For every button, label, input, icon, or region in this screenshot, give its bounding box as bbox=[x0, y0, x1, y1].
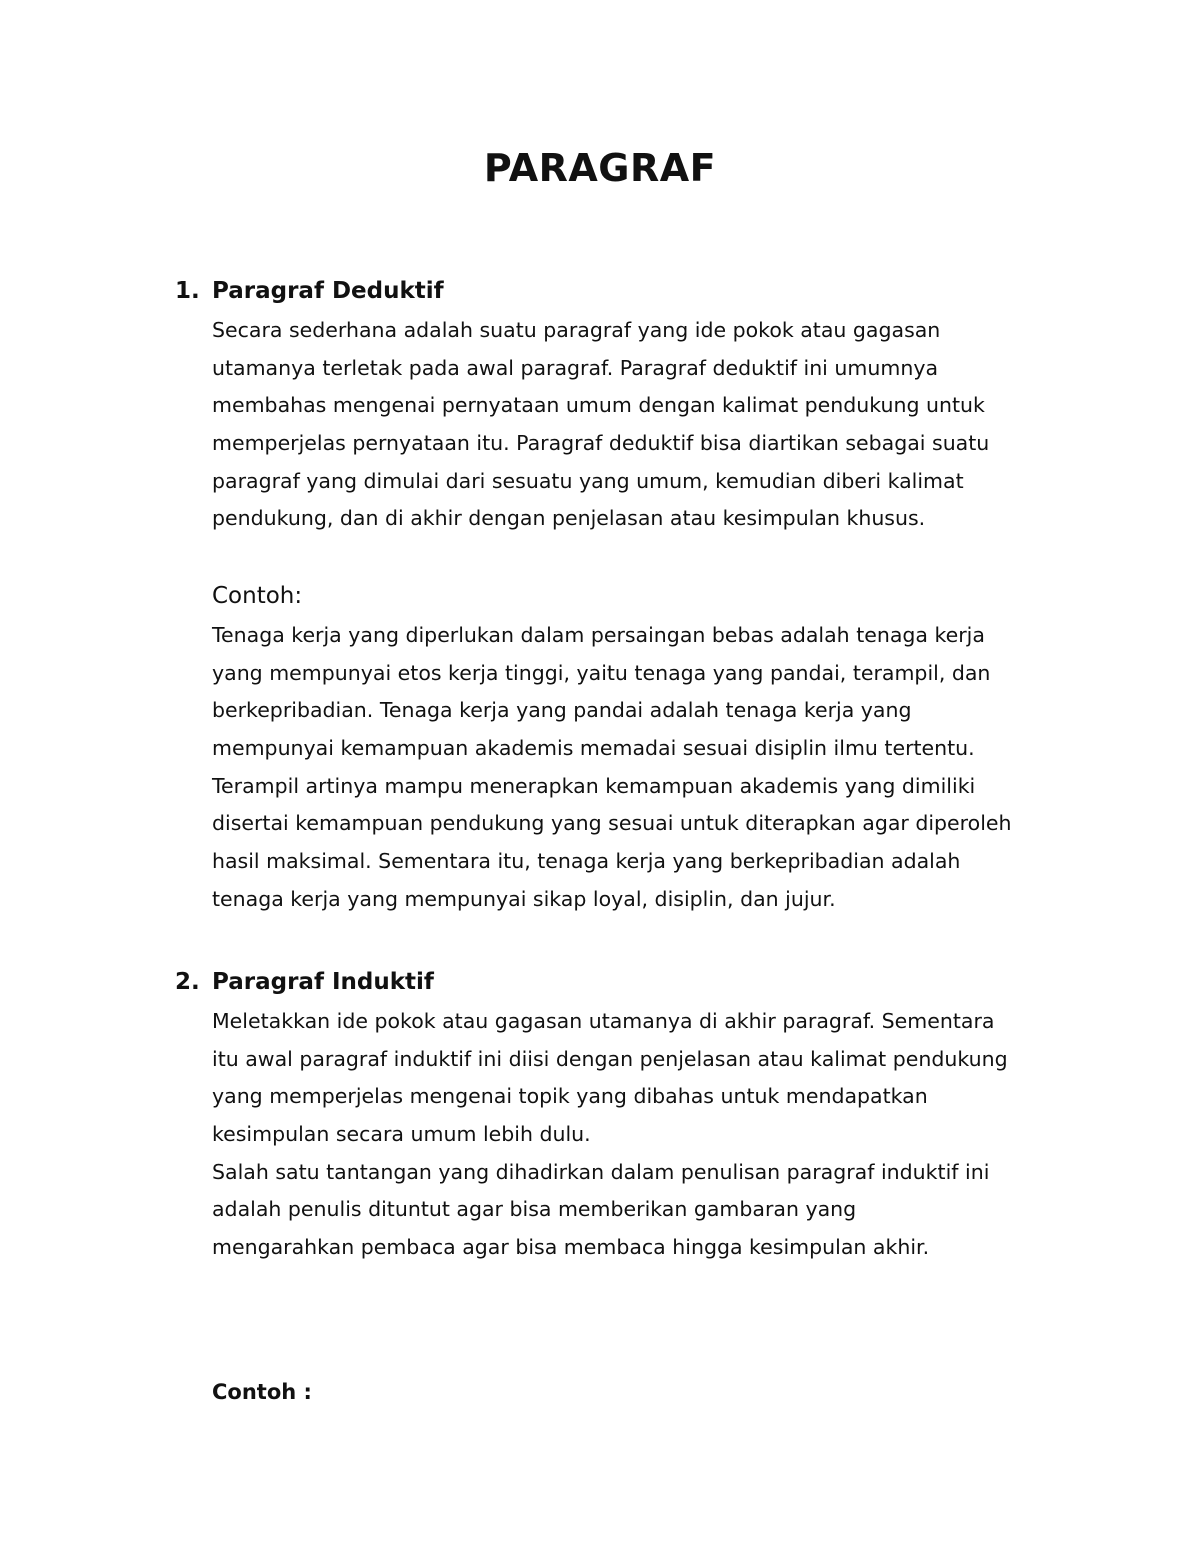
section-number: 2. bbox=[175, 969, 200, 995]
example-line: yang mempunyai etos kerja tinggi, yaitu tenaga yang pandai, terampil, dan bbox=[212, 660, 991, 685]
body-line: memperjelas pernyataan itu. Paragraf deduktif bisa diartikan sebagai suatu bbox=[212, 431, 990, 456]
example-label: Contoh : bbox=[212, 1380, 312, 1404]
example-label: Contoh: bbox=[212, 583, 303, 609]
body-line: Secara sederhana adalah suatu paragraf yang ide pokok atau gagasan bbox=[212, 318, 941, 342]
page-title: PARAGRAF bbox=[483, 146, 717, 190]
section-number: 1. bbox=[175, 278, 200, 304]
body-line: itu awal paragraf induktif ini diisi dengan penjelasan atau kalimat pendukung bbox=[212, 1046, 1008, 1071]
example-line: hasil maksimal. Sementara itu, tenaga kerja yang berkepribadian adalah bbox=[212, 849, 961, 874]
section-body-induktif bbox=[212, 1003, 1092, 1267]
example-line: berkepribadian. Tenaga kerja yang pandai adalah tenaga kerja yang bbox=[212, 698, 912, 723]
body-line: utamanya terletak pada awal paragraf. Paragraf deduktif ini umumnya bbox=[212, 355, 939, 380]
body-line: paragraf yang dimulai dari sesuatu yang umum, kemudian diberi kalimat bbox=[212, 468, 964, 493]
example-line: Terampil artinya mampu menerapkan kemampuan akademis yang dimiliki bbox=[212, 773, 976, 798]
body-line: Meletakkan ide pokok atau gagasan utamanya di akhir paragraf. Sementara bbox=[212, 1009, 995, 1033]
section-title: Paragraf Induktif bbox=[212, 969, 434, 995]
example-line: Tenaga kerja yang diperlukan dalam persaingan bebas adalah tenaga kerja bbox=[212, 623, 985, 647]
example-line: disertai kemampuan pendukung yang sesuai untuk diterapkan agar diperoleh bbox=[212, 811, 1012, 836]
body-line: membahas mengenai pernyataan umum dengan kalimat pendukung untuk bbox=[212, 393, 985, 418]
section-body-deduktif bbox=[212, 312, 1092, 538]
body-line: adalah penulis dituntut agar bisa memberikan gambaran yang bbox=[212, 1197, 857, 1222]
example-line: tenaga kerja yang mempunyai sikap loyal, disiplin, dan jujur. bbox=[212, 886, 836, 911]
body-line: yang memperjelas mengenai topik yang dibahas untuk mendapatkan bbox=[212, 1084, 928, 1109]
body-line: kesimpulan secara umum lebih dulu. bbox=[212, 1122, 591, 1147]
body-line: mengarahkan pembaca agar bisa membaca hingga kesimpulan akhir. bbox=[212, 1235, 930, 1260]
example-line: mempunyai kemampuan akademis memadai sesuai disiplin ilmu tertentu. bbox=[212, 736, 975, 761]
section-title: Paragraf Deduktif bbox=[212, 278, 444, 304]
body-line: Salah satu tantangan yang dihadirkan dalam penulisan paragraf induktif ini bbox=[212, 1159, 990, 1184]
body-line: pendukung, dan di akhir dengan penjelasan atau kesimpulan khusus. bbox=[212, 506, 926, 531]
example-body-deduktif bbox=[212, 617, 1092, 919]
